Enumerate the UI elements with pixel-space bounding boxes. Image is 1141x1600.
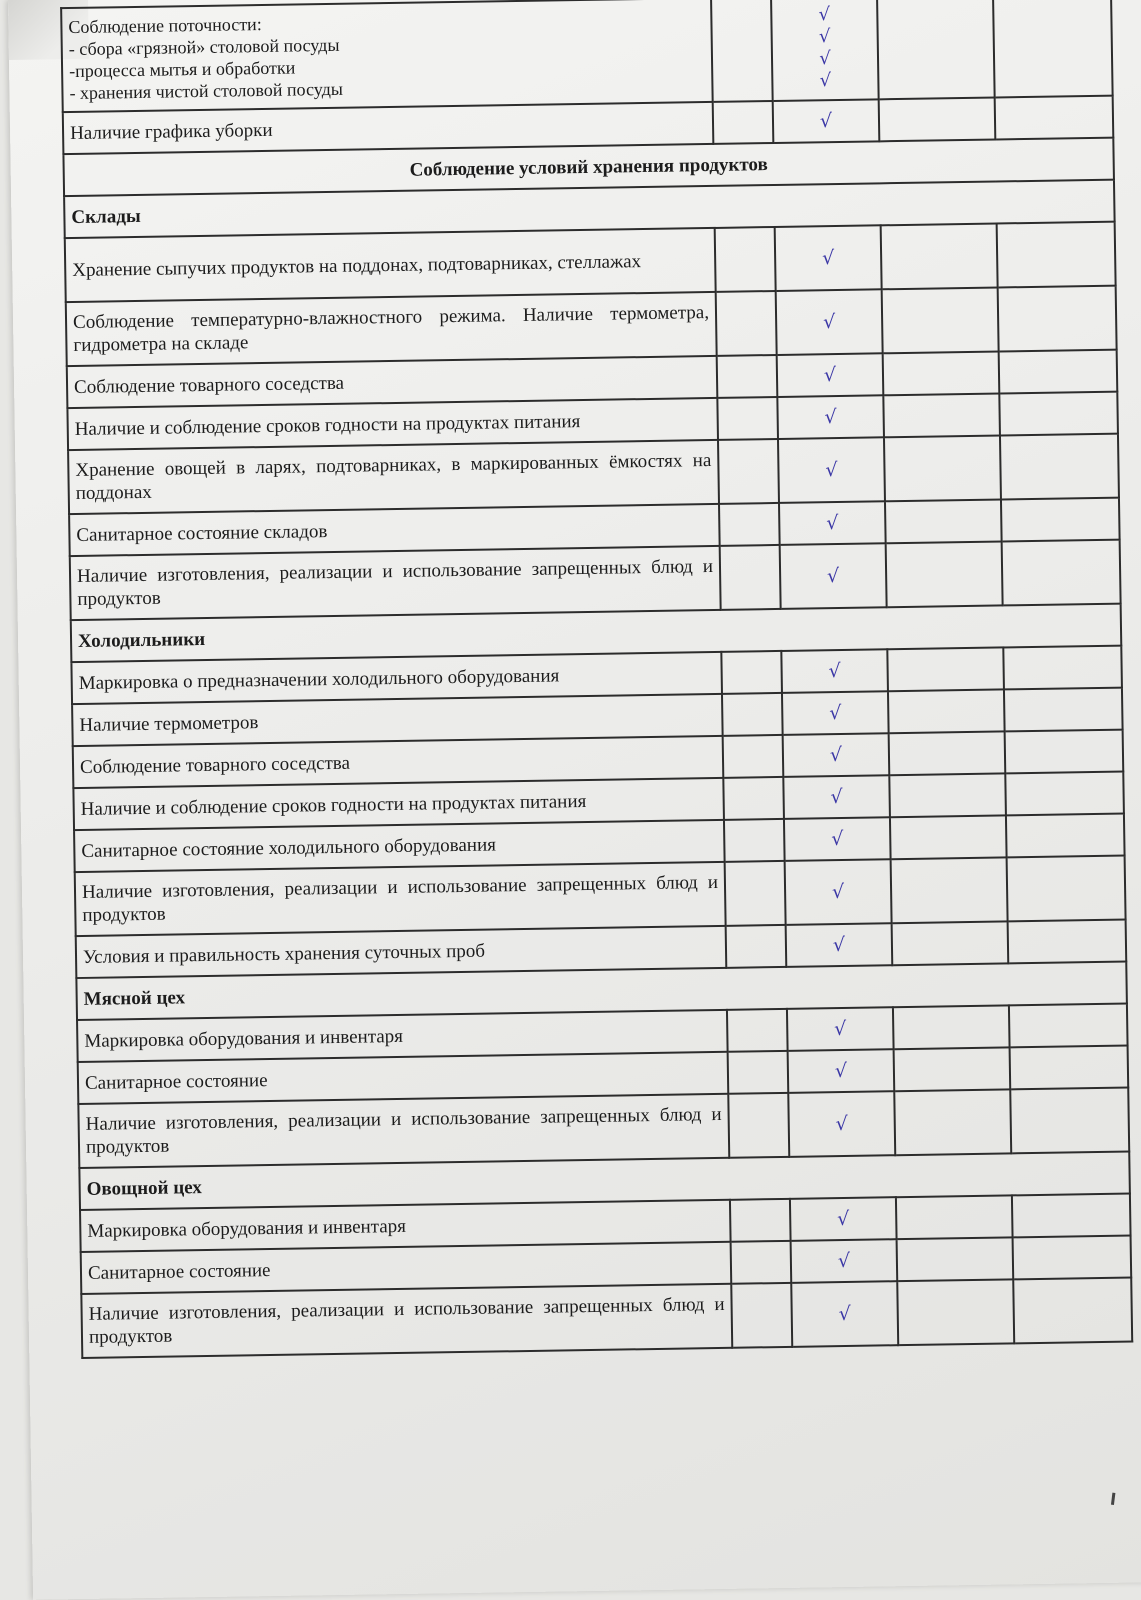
empty-cell xyxy=(719,503,780,546)
item-label: Наличие термометров xyxy=(72,694,723,746)
empty-cell xyxy=(730,1199,791,1242)
empty-cell xyxy=(997,222,1116,288)
empty-cell xyxy=(713,101,774,144)
empty-cell xyxy=(1007,856,1126,922)
empty-cell xyxy=(1004,688,1123,732)
empty-cell xyxy=(1006,814,1125,858)
item-label: Наличие и соблюдение сроков годности на продуктах питания xyxy=(73,778,724,830)
empty-cell xyxy=(728,1093,789,1158)
item-label: Соблюдение товарного соседства xyxy=(73,736,724,788)
section-title: Соблюдение условий хранения продуктов xyxy=(63,138,1114,196)
empty-cell xyxy=(998,286,1117,352)
empty-cell xyxy=(881,223,998,289)
check-mark: √ xyxy=(783,775,890,819)
empty-cell xyxy=(894,1047,1011,1091)
empty-cell xyxy=(999,350,1118,394)
check-mark: √ xyxy=(819,48,831,70)
empty-cell xyxy=(893,1005,1010,1049)
empty-cell xyxy=(883,351,1000,395)
empty-cell xyxy=(1010,1088,1129,1154)
empty-cell xyxy=(731,1283,792,1348)
empty-cell xyxy=(717,355,778,398)
item-label: Соблюдение товарного соседства xyxy=(67,356,718,408)
empty-cell xyxy=(715,227,776,292)
empty-cell xyxy=(726,925,787,968)
item-label: Санитарное состояние xyxy=(81,1242,732,1294)
empty-cell xyxy=(995,96,1114,140)
empty-cell xyxy=(1000,434,1119,500)
empty-cell xyxy=(1012,1194,1131,1238)
item-label: Наличие графика уборки xyxy=(63,102,714,154)
empty-cell xyxy=(877,0,995,99)
group-title: Склады xyxy=(64,180,1115,238)
group-title: Мясной цех xyxy=(76,962,1127,1020)
check-mark: √ xyxy=(775,225,882,291)
empty-cell xyxy=(1003,646,1122,690)
item-label: Соблюдение температурно-влажностного режима. Наличие термометра, гидрометра на складе xyxy=(66,292,717,366)
empty-cell xyxy=(725,861,786,926)
empty-cell xyxy=(889,773,1006,817)
empty-cell xyxy=(897,1279,1014,1345)
check-mark: √ xyxy=(783,733,890,777)
empty-cell xyxy=(716,291,777,356)
empty-cell xyxy=(722,693,783,736)
check-mark: √ xyxy=(818,4,831,26)
item-label: Маркировка оборудования и инвентаря xyxy=(77,1010,728,1062)
check-mark: √ xyxy=(780,543,887,609)
check-mark: √ xyxy=(779,501,886,545)
checklist-table xyxy=(60,0,1133,1359)
check-mark: √ xyxy=(777,395,884,439)
empty-cell xyxy=(892,921,1009,965)
item-label: Наличие изготовления, реализации и использование запрещенных блюд и продуктов xyxy=(70,546,721,620)
check-mark: √ xyxy=(790,1197,897,1241)
item-label: Санитарное состояние xyxy=(78,1052,729,1104)
empty-cell xyxy=(711,0,773,102)
flow-line: - хранения чистой столовой посуды xyxy=(69,78,344,104)
empty-cell xyxy=(896,1195,1013,1239)
empty-cell xyxy=(890,815,1007,859)
empty-cell xyxy=(889,731,1006,775)
item-label: Наличие изготовления, реализации и использование запрещенных блюд и продуктов xyxy=(78,1094,729,1168)
empty-cell xyxy=(882,287,999,353)
empty-cell xyxy=(1005,730,1124,774)
empty-cell xyxy=(999,392,1118,436)
check-mark: √ xyxy=(773,99,880,143)
empty-cell xyxy=(1013,1236,1132,1280)
item-label: Наличие и соблюдение сроков годности на продуктах питания xyxy=(67,398,718,450)
empty-cell xyxy=(727,1009,788,1052)
check-mark-cell xyxy=(771,0,879,101)
empty-cell xyxy=(1009,1004,1128,1048)
empty-cell xyxy=(891,857,1008,923)
empty-cell xyxy=(1008,920,1127,964)
check-mark: √ xyxy=(778,437,885,503)
item-label: Маркировка о предназначении холодильного оборудования xyxy=(71,652,722,704)
empty-cell xyxy=(720,545,781,610)
empty-cell xyxy=(1010,1046,1129,1090)
empty-cell xyxy=(897,1237,1014,1281)
item-label: Наличие изготовления, реализации и использование запрещенных блюд и продуктов xyxy=(81,1284,732,1358)
empty-cell xyxy=(1005,772,1124,816)
flow-line: -процесса мытья и обработки xyxy=(68,57,296,82)
pen-mark xyxy=(1111,1493,1115,1505)
flow-line: - сбора «грязной» столовой посуды xyxy=(68,34,340,60)
document-page xyxy=(8,0,1141,1600)
check-mark: √ xyxy=(818,26,831,48)
table-row xyxy=(61,0,1113,112)
check-mark: √ xyxy=(786,923,893,967)
check-mark: √ xyxy=(788,1091,895,1157)
check-mark: √ xyxy=(787,1007,894,1051)
check-mark: √ xyxy=(784,817,891,861)
empty-cell xyxy=(886,541,1003,607)
empty-cell xyxy=(731,1241,792,1284)
empty-cell xyxy=(1002,540,1121,606)
check-mark: √ xyxy=(782,691,889,735)
empty-cell xyxy=(883,393,1000,437)
empty-cell xyxy=(885,499,1002,543)
check-mark: √ xyxy=(781,649,888,693)
flow-line: Соблюдение поточности: xyxy=(68,14,262,38)
check-mark: √ xyxy=(785,859,892,925)
check-mark: √ xyxy=(791,1281,898,1347)
empty-cell xyxy=(888,689,1005,733)
item-label: Условия и правильность хранения суточных проб xyxy=(76,926,727,978)
empty-cell xyxy=(879,98,996,142)
check-mark: √ xyxy=(819,70,832,92)
empty-cell xyxy=(1001,498,1120,542)
empty-cell xyxy=(728,1051,789,1094)
item-label: Наличие изготовления, реализации и использование запрещенных блюд и продуктов xyxy=(75,862,726,936)
item-label: Маркировка оборудования и инвентаря xyxy=(80,1200,731,1252)
empty-cell xyxy=(887,647,1004,691)
check-mark: √ xyxy=(777,353,884,397)
item-label: Санитарное состояние складов xyxy=(69,504,720,556)
empty-cell xyxy=(717,397,778,440)
check-mark: √ xyxy=(791,1239,898,1283)
flow-compliance-cell xyxy=(61,0,713,112)
group-title: Холодильники xyxy=(71,604,1122,662)
empty-cell xyxy=(723,777,784,820)
item-label: Хранение овощей в ларях, подтоварниках, в маркированных ёмкостях на поддонах xyxy=(68,440,719,514)
empty-cell xyxy=(894,1089,1011,1155)
empty-cell xyxy=(884,435,1001,501)
check-mark: √ xyxy=(788,1049,895,1093)
empty-cell xyxy=(993,0,1113,98)
empty-cell xyxy=(718,439,779,504)
empty-cell xyxy=(724,819,785,862)
empty-cell xyxy=(1013,1278,1132,1344)
item-label: Санитарное состояние холодильного оборудования xyxy=(74,820,725,872)
check-mark: √ xyxy=(776,289,883,355)
empty-cell xyxy=(721,651,782,694)
empty-cell xyxy=(723,735,784,778)
item-label: Хранение сыпучих продуктов на поддонах, подтоварниках, стеллажах xyxy=(65,228,716,302)
group-title: Овощной цех xyxy=(79,1152,1130,1210)
